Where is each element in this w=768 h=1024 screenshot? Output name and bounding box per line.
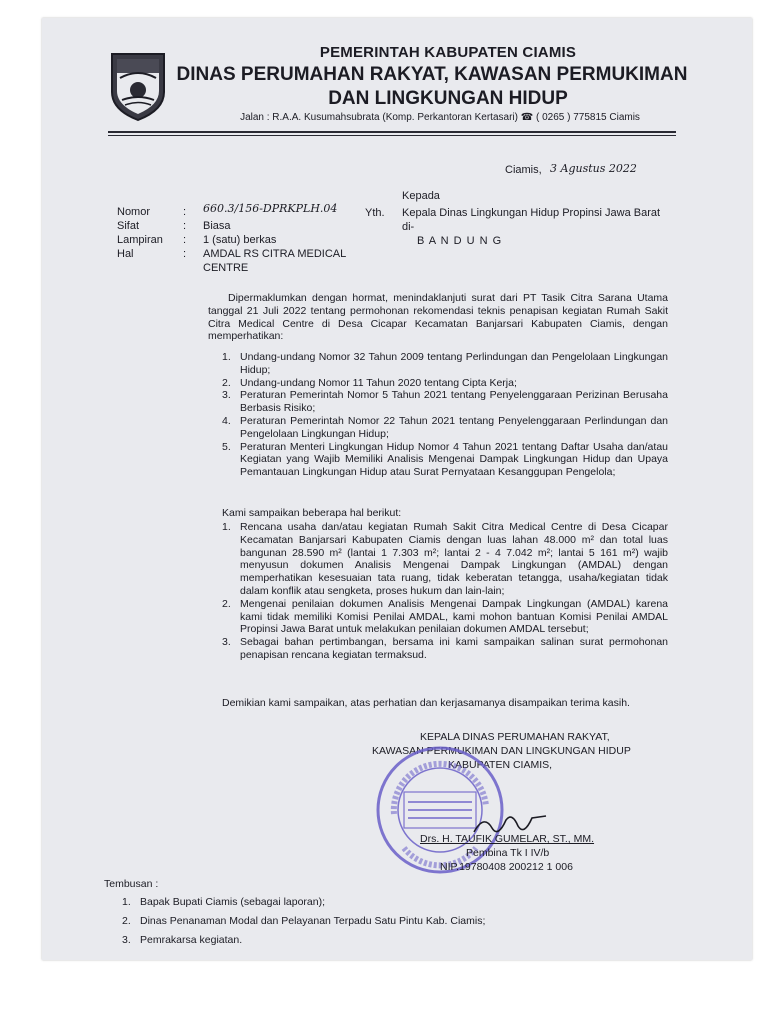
list-item-number: 1.	[222, 521, 231, 533]
list-item-text: Peraturan Pemerintah Nomor 5 Tahun 2021 tentang Penyelenggaraan Perizinan Berusaha Berbasis Risiko;	[240, 389, 668, 415]
recipient-yth: Yth.	[365, 207, 385, 219]
list-item	[222, 351, 668, 377]
list-item-number: 2.	[122, 915, 131, 927]
header-divider-thin	[108, 135, 676, 136]
hal-colon: :	[183, 248, 187, 260]
list-item-text: Peraturan Pemerintah Nomor 22 Tahun 2021 tentang Penyelenggaraan Perlindungan dan Pengelolaan Lingkungan Hidup;	[240, 414, 668, 440]
list-item-number: 3.	[122, 934, 131, 946]
hal-value-line1: AMDAL RS CITRA MEDICAL	[203, 248, 347, 260]
considerations-list	[222, 351, 668, 479]
hal-label: Hal	[117, 248, 134, 260]
government-name: PEMERINTAH KABUPATEN CIAMIS	[319, 44, 577, 61]
list-item	[122, 893, 682, 912]
list-item-number: 3.	[222, 389, 231, 402]
points-list	[222, 521, 668, 662]
list-item	[222, 521, 668, 598]
list-item-number: 5.	[222, 440, 231, 453]
list-item-number: 1.	[222, 351, 231, 363]
tembusan-label: Tembusan :	[104, 878, 159, 890]
recipient-city: B A N D U N G	[417, 235, 503, 247]
signatory-title-line3: KABUPATEN CIAMIS,	[448, 759, 553, 771]
list-item-text: Pemrakarsa kegiatan.	[140, 934, 243, 946]
list-item	[222, 441, 668, 479]
sifat-label: Sifat	[117, 220, 140, 232]
list-item	[222, 377, 668, 390]
list-item-text: Mengenai penilaian dokumen Analisis Mengenai Dampak Lingkungan (AMDAL) karena kami tidak memiliki Komisi Penilai AMDAL, kami mohon bantuan Komisi Penilai AMDAL Propinsi Jawa Barat untuk melakukan penilaian dokumen AMDAL tersebut;	[240, 597, 668, 636]
sifat-colon: :	[183, 220, 187, 232]
closing-sentence: Demikian kami sampaikan, atas perhatian dan kerjasamanya disampaikan terima kasih.	[222, 697, 630, 709]
nomor-colon: :	[183, 206, 187, 218]
nomor-label: Nomor	[117, 206, 151, 218]
signatory-name: Drs. H. TAUFIK GUMELAR, ST., MM.	[420, 833, 595, 845]
letter-place: Ciamis,	[505, 164, 542, 176]
header-divider	[108, 131, 676, 133]
list-item-text: Undang-undang Nomor 32 Tahun 2009 tentang Perlindungan dan Pengelolaan Lingkungan Hidup;	[240, 351, 668, 376]
list-item-text: Dinas Penanaman Modal dan Pelayanan Terpadu Satu Pintu Kab. Ciamis;	[140, 915, 486, 927]
list-item	[122, 931, 682, 950]
office-address: Jalan : R.A.A. Kusumahsubrata (Komp. Perkantoran Kertasari) ☎ ( 0265 ) 775815 Ciamis	[240, 112, 640, 123]
list-item-text: Peraturan Menteri Lingkungan Hidup Nomor 4 Tahun 2021 tentang Daftar Usaha dan/atau Kegiatan yang Wajib Memiliki Analisis Mengenai Dampak Lingkungan Hidup dan Upaya Pemantauan Lingkungan Hidup atau Surat Pernyataan Kesanggupan Pengelola;	[240, 440, 668, 479]
points-intro: Kami sampaikan beberapa hal berikut:	[222, 507, 402, 519]
signatory-rank: Pembina Tk I IV/b	[466, 847, 550, 859]
recipient-name: Kepala Dinas Lingkungan Hidup Propinsi Jawa Barat	[402, 207, 661, 219]
list-item-number: 4.	[222, 414, 231, 427]
lampiran-value: 1 (satu) berkas	[203, 234, 277, 246]
list-item	[222, 389, 668, 415]
list-item-text: Sebagai bahan pertimbangan, bersama ini kami sampaikan salinan surat permohonan penapisan rencana kegiatan termaksud.	[240, 636, 668, 661]
letter-date-handwritten: 3 Agustus 2022	[550, 162, 637, 175]
lampiran-label: Lampiran	[117, 234, 163, 246]
nomor-value: 660.3/156-DPRKPLH.04	[203, 202, 338, 215]
list-item-text: Bapak Bupati Ciamis (sebagai laporan);	[140, 896, 326, 908]
list-item-number: 2.	[222, 597, 231, 610]
list-item-number: 2.	[222, 376, 231, 389]
signatory-title-line2: KAWASAN PERMUKIMAN DAN LINGKUNGAN HIDUP	[372, 745, 631, 757]
list-item	[122, 912, 682, 931]
list-item-text: Rencana usaha dan/atau kegiatan Rumah Sakit Citra Medical Centre di Desa Cicapar Kecamatan Banjarsari Kabupaten Ciamis dengan luas lahan 48.000 m² dan total luas bangunan 28.590 m² (lantai 1 7.303 m²; lantai 2 - 4 7.042 m²; lantai 5 161 m²) wajib menyusun dokumen Analisis Mengenai Dampak Lingkungan (AMDAL) dengan memperhatikan kesesuaian tata ruang, tidak keberatan tetangga, usaha/kegiatan tidak dalam konflik atau sengketa, proses hukum dan lain-lain;	[240, 521, 668, 597]
list-item-text: Undang-undang Nomor 11 Tahun 2020 tentang Cipta Kerja;	[240, 376, 517, 389]
recipient-di: di-	[402, 221, 415, 233]
recipient-kepada: Kepada	[402, 190, 440, 202]
regency-crest-icon	[108, 48, 168, 122]
department-name-line1: DINAS PERUMAHAN RAKYAT, KAWASAN PERMUKIMAN	[176, 64, 688, 85]
tembusan-list	[122, 893, 682, 950]
signatory-nip: NIP.19780408 200212 1 006	[440, 861, 573, 873]
signatory-title-line1: KEPALA DINAS PERUMAHAN RAKYAT,	[420, 731, 610, 743]
list-item	[222, 636, 668, 662]
list-item	[222, 415, 668, 441]
department-name-line2: DAN LINGKUNGAN HIDUP	[328, 88, 568, 109]
list-item-number: 1.	[122, 896, 131, 908]
sifat-value: Biasa	[203, 220, 231, 232]
list-item-number: 3.	[222, 636, 231, 649]
list-item	[222, 598, 668, 636]
hal-value-line2: CENTRE	[203, 262, 249, 274]
body-intro: Dipermaklumkan dengan hormat, menindaklanjuti surat dari PT Tasik Citra Sarana Utama tanggal 21 Juli 2022 tentang permohonan rekomendasi teknis penapisan kegiatan Rumah Sakit Citra Medical Centre di Desa Cicapar Kecamatan Banjarsari Kabupaten Ciamis, dengan memperhatikan:	[208, 292, 668, 343]
lampiran-colon: :	[183, 234, 187, 246]
